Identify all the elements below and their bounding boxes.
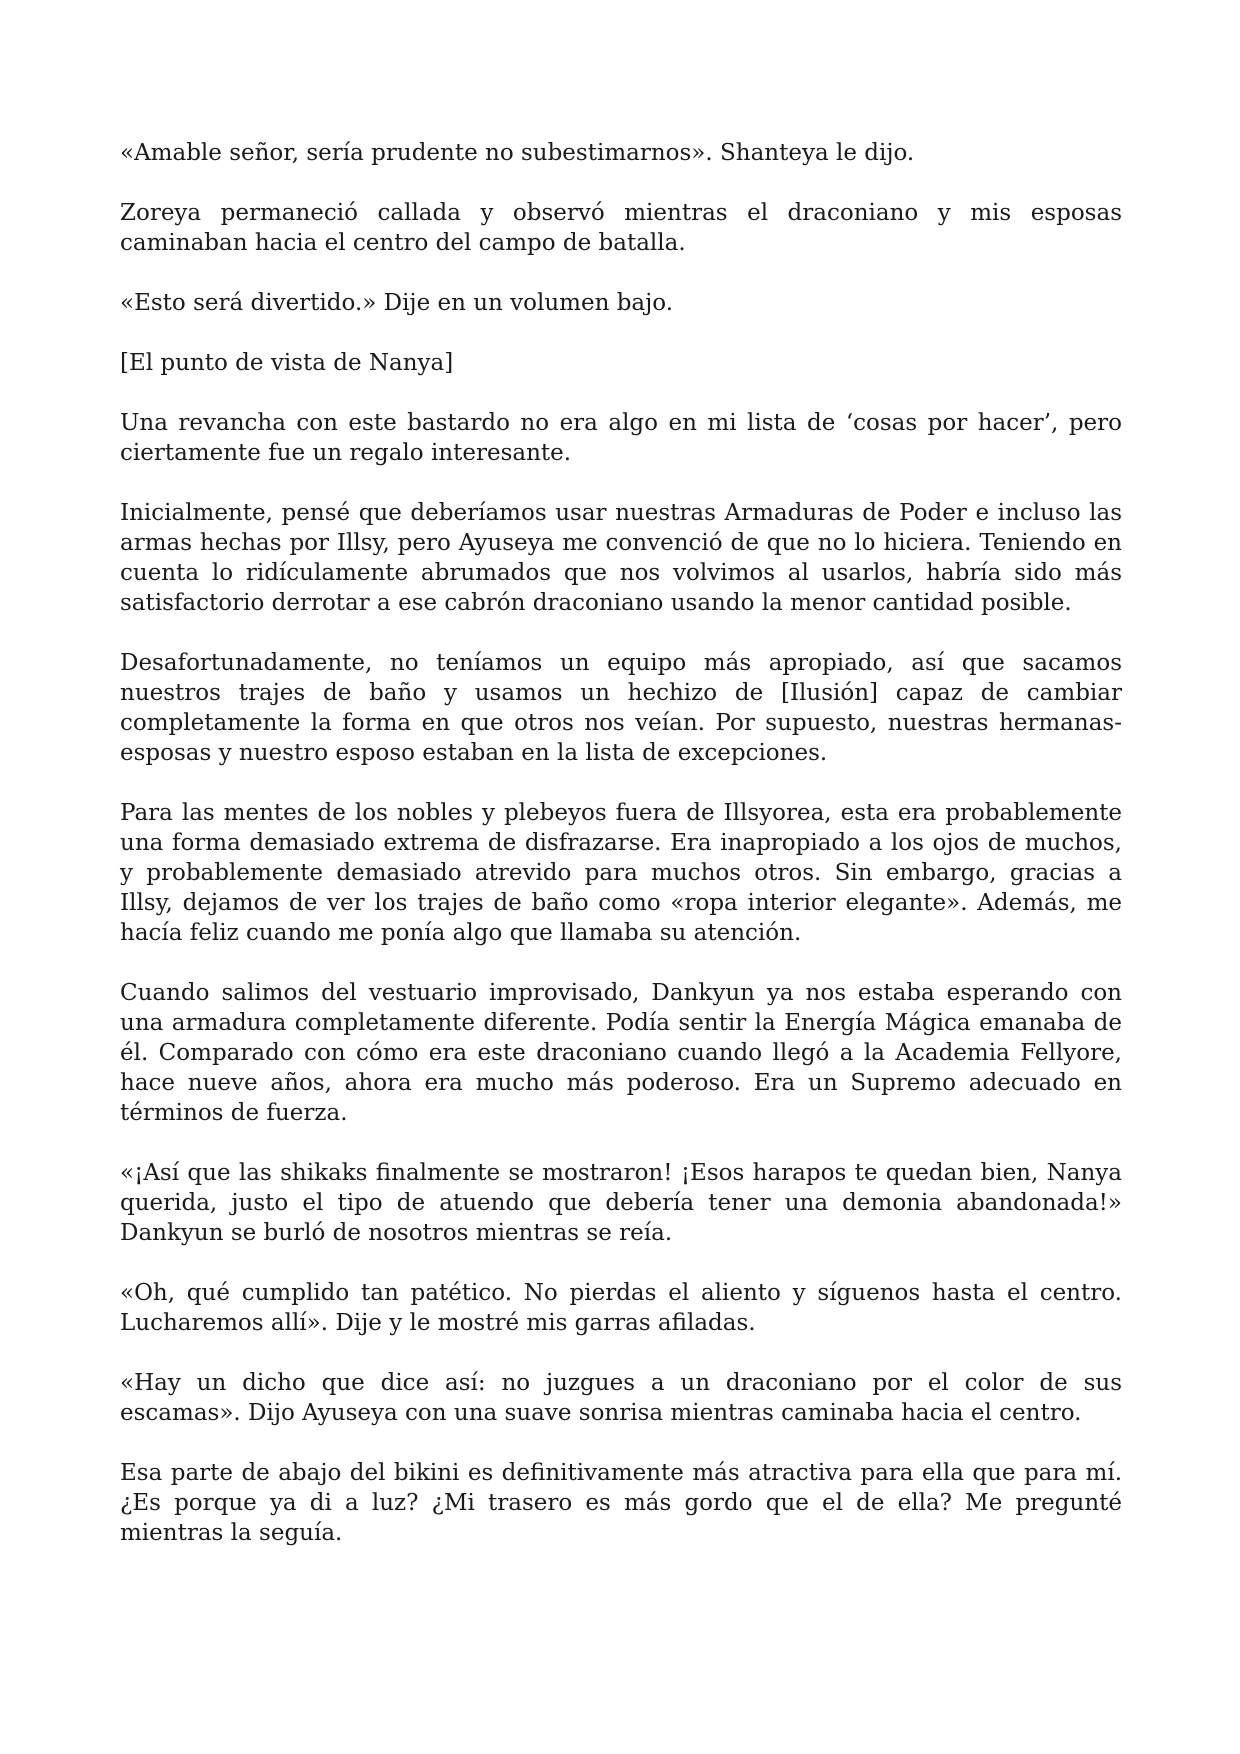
- paragraph-12: «Hay un dicho que dice así: no juzgues a un draconiano por el color de sus escamas». Dijo Ayuseya con una suave sonrisa mientras caminaba hacia el centro.: [120, 1370, 1122, 1426]
- paragraph-7: Desafortunadamente, no teníamos un equipo más apropiado, así que sacamos nuestros trajes de baño y usamos un hechizo de [Ilusión] capaz de cambiar completamente la forma en que otros nos veían. Por supuesto, nuestras hermanas-esposas y nuestro esposo estaban en la lista de excepciones.: [120, 650, 1122, 766]
- paragraph-10: «¡Así que las shikaks finalmente se mostraron! ¡Esos harapos te quedan bien, Nanya querida, justo el tipo de atuendo que debería tener una demonia abandonada!» Dankyun se burló de nosotros mientras se reía.: [120, 1160, 1122, 1246]
- document-page: [120, 138, 1122, 1578]
- paragraph-8: Para las mentes de los nobles y plebeyos fuera de Illsyorea, esta era probablemente una forma demasiado extrema de disfrazarse. Era inapropiado a los ojos de muchos, y probablemente demasiado atrevido para muchos otros. Sin embargo, gracias a Illsy, dejamos de ver los trajes de baño como «ropa interior elegante». Además, me hacía feliz cuando me ponía algo que llamaba su atención.: [120, 800, 1122, 946]
- paragraph-13: Esa parte de abajo del bikini es definitivamente más atractiva para ella que para mí. ¿Es porque ya di a luz? ¿Mi trasero es más gordo que el de ella? Me pregunté mientras la seguía.: [120, 1460, 1122, 1546]
- section-heading-pov: [El punto de vista de Nanya]: [120, 350, 454, 376]
- paragraph-9: Cuando salimos del vestuario improvisado, Dankyun ya nos estaba esperando con una armadura completamente diferente. Podía sentir la Energía Mágica emanaba de él. Comparado con cómo era este draconiano cuando llegó a la Academia Fellyore, hace nueve años, ahora era mucho más poderoso. Era un Supremo adecuado en términos de fuerza.: [120, 980, 1122, 1126]
- paragraph-3: «Esto será divertido.» Dije en un volumen bajo.: [120, 290, 674, 316]
- paragraph-11: «Oh, qué cumplido tan patético. No pierdas el aliento y síguenos hasta el centro. Lucharemos allí». Dije y le mostré mis garras afiladas.: [120, 1280, 1122, 1336]
- paragraph-2: Zoreya permaneció callada y observó mientras el draconiano y mis esposas caminaban hacia el centro del campo de batalla.: [120, 200, 1122, 256]
- paragraph-6: Inicialmente, pensé que deberíamos usar nuestras Armaduras de Poder e incluso las armas hechas por Illsy, pero Ayuseya me convenció de que no lo hiciera. Teniendo en cuenta lo ridículamente abrumados que nos volvimos al usarlos, habría sido más satisfactorio derrotar a ese cabrón draconiano usando la menor cantidad posible.: [120, 500, 1122, 616]
- paragraph-5: Una revancha con este bastardo no era algo en mi lista de ‘cosas por hacer’, pero ciertamente fue un regalo interesante.: [120, 410, 1122, 466]
- paragraph-1: «Amable señor, sería prudente no subestimarnos». Shanteya le dijo.: [120, 140, 915, 166]
